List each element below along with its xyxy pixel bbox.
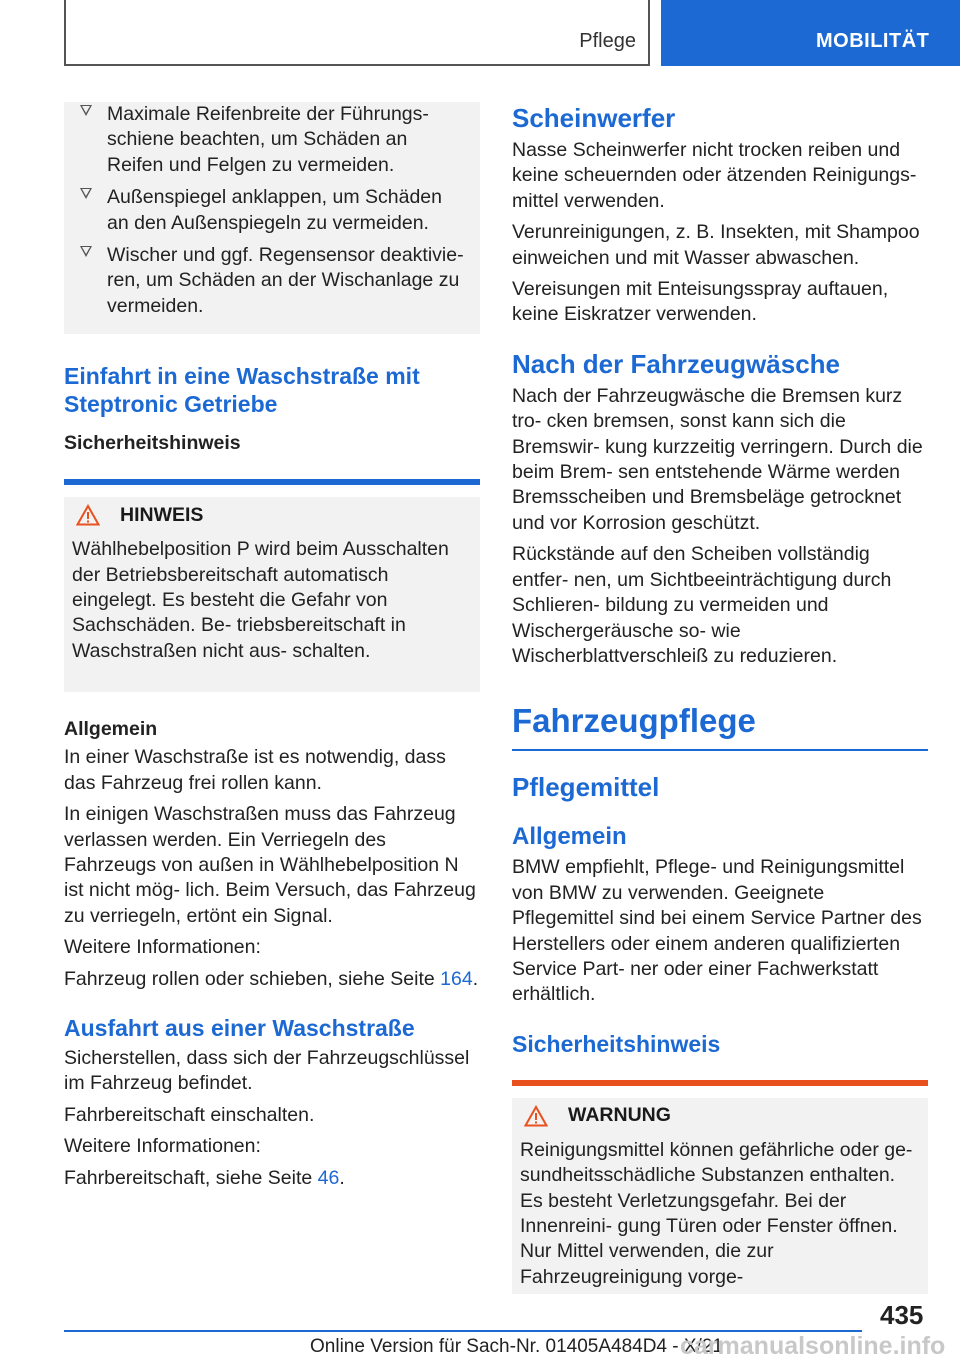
heading-scheinwerfer: Scheinwerfer <box>512 103 676 133</box>
notice-bar <box>64 479 480 485</box>
notice-label: HINWEIS <box>120 503 204 526</box>
left-column <box>64 102 480 1197</box>
triangle-bullet-icon <box>80 105 92 116</box>
chapter-rule <box>512 749 928 751</box>
subsection-title: Allgemein <box>512 823 627 851</box>
paragraph: Fahrbereitschaft, siehe Seite 46. <box>64 1166 345 1189</box>
header-section-label: Pflege <box>579 30 636 52</box>
notice-box <box>64 497 480 692</box>
page-number: 435 <box>880 1300 924 1330</box>
warning-triangle-icon <box>76 504 100 526</box>
warning-bar <box>512 1080 928 1086</box>
list-item: Maximale Reifenbreite der Führungs- schiene beachten, um Schäden an Reifen und Felgen zu vermeiden. <box>64 102 468 185</box>
paragraph: Vereisungen mit Enteisungsspray auftauen, keine Eiskratzer verwenden. <box>512 278 889 326</box>
warning-triangle-icon <box>524 1105 548 1127</box>
online-version-text: Online Version für Sach-Nr. 01405A484D4 - X/21 <box>310 1336 723 1357</box>
paragraph: Fahrbereitschaft einschalten. <box>64 1103 315 1126</box>
safety-title: Sicherheitshinweis <box>512 1030 721 1057</box>
header-chapter-label: MOBILITÄT <box>816 30 930 52</box>
notice-text: Wählhebelposition P wird beim Ausschalten der Betriebsbereitschaft automatisch eingelegt. Es besteht die Gefahr von Sachschäden. Be- triebsbereitschaft in Waschstraßen nicht aus- schalten. <box>72 538 449 662</box>
heading-nach-fahrzeugwaesche: Nach der Fahrzeugwäsche <box>512 348 840 379</box>
right-column <box>512 102 928 1294</box>
paragraph: Weitere Informationen: <box>64 1135 261 1158</box>
warning-box <box>512 1098 928 1294</box>
paragraph: In einigen Waschstraßen muss das Fahrzeug verlassen werden. Ein Verriegeln des Fahrzeugs von außen in Wählhebelposition N ist nicht mög- lich. Beim Versuch, das Fahrzeug zu verriegeln, ertönt ein Signal. <box>64 803 476 927</box>
paragraph: Nasse Scheinwerfer nicht trocken reiben und keine scheuernden oder ätzenden Reinigungs- mittel verwenden. <box>512 139 917 212</box>
paragraph: Weitere Informationen: <box>64 936 261 959</box>
watermark: carmanualsonline.info <box>680 1332 946 1360</box>
paragraph: In einer Waschstraße ist es notwendig, dass das Fahrzeug frei rollen kann. <box>64 746 446 794</box>
paragraph: Nach der Fahrzeugwäsche die Bremsen kurz tro- cken bremsen, sonst kann sich die Bremswir- kung kurzzeitig verringern. Durch die beim Brem- sen entstehende Wärme werden Bremsscheiben und Bremsbeläge getrocknet und vor Korrosion geschützt. <box>512 384 923 534</box>
header-section-box <box>64 0 650 66</box>
paragraph: Verunreinigungen, z. B. Insekten, mit Shampoo einweichen und mit Wasser abwaschen. <box>512 221 920 269</box>
warning-label: WARNUNG <box>568 1104 671 1127</box>
triangle-bullet-icon <box>80 188 92 199</box>
instructions-box <box>64 102 480 334</box>
paragraph: Fahrzeug rollen oder schieben, siehe Seite 164. <box>64 967 479 990</box>
list-item: Außenspiegel anklappen, um Schäden an den Außenspiegeln zu vermeiden. <box>64 185 468 243</box>
triangle-bullet-icon <box>80 246 92 257</box>
safety-title: Sicherheitshinweis <box>64 432 241 455</box>
list-item: Wischer und ggf. Regensensor deaktivie- ren, um Schäden an der Wischanlage zu vermeiden. <box>64 243 468 326</box>
chapter-title: Fahrzeugpflege <box>512 702 756 740</box>
paragraph: Sicherstellen, dass sich der Fahrzeugschlüssel im Fahrzeug befindet. <box>64 1046 470 1095</box>
heading-waschstrasse-ausfahrt: Ausfahrt aus einer Waschstraße <box>64 1014 415 1041</box>
general-title: Allgemein <box>64 718 158 741</box>
paragraph: Rückstände auf den Scheiben vollständig entfer- nen, um Sichtbeeinträchtigung durch Schlieren- bildung zu vermeiden und Wischergeräusche so- wie Wischerblattverschleiß zu reduzieren. <box>512 543 892 667</box>
page-link-164[interactable]: 164 <box>440 967 473 990</box>
heading-waschstrasse-einfahrt: Einfahrt in eine Waschstraße mit Steptronic Getriebe <box>64 363 420 418</box>
warning-text: Reinigungsmittel können gefährliche oder ge- sundheitsschädliche Substanzen enthalten. Es besteht Verletzungsgefahr. Bei der Innenreini- gung Türen oder Fenster öffnen. Nur Mittel verwenden, die zur Fahrzeugreinigung vorge- <box>520 1138 913 1288</box>
paragraph: BMW empfiehlt, Pflege- und Reinigungsmittel von BMW zu verwenden. Geeignete Pflegemittel sind bei einem Service Partner des Herstellers oder einem anderen qualifizierten Service Part- ner oder einer Fachwerkstatt erhältlich. <box>512 856 922 1006</box>
page-link-46[interactable]: 46 <box>317 1166 340 1189</box>
section-title: Pflegemittel <box>512 772 660 803</box>
